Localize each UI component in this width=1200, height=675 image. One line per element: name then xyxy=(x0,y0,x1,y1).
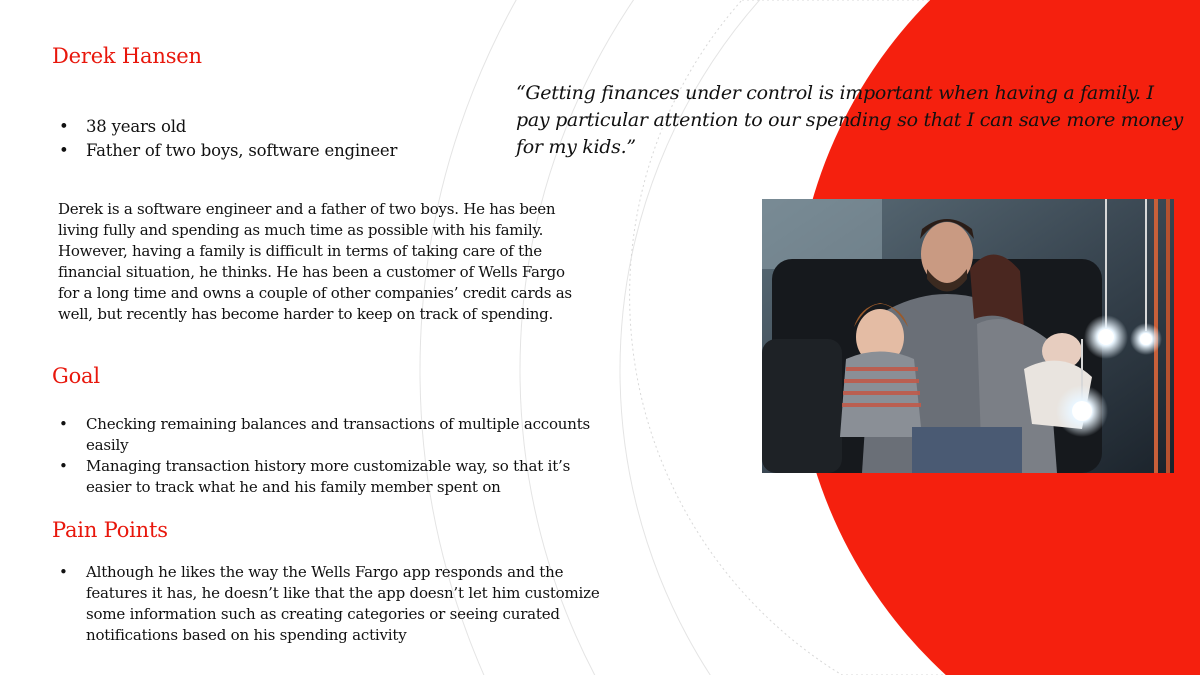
bullet-icon: • xyxy=(59,563,68,581)
bullet-icon: • xyxy=(59,117,69,136)
goal-list xyxy=(56,414,616,498)
pain-point-item-text: Although he likes the way the Wells Fargo app responds and the features it has, he doesn’t like that the app doesn’t let him customize some information such as creating categories or seeing curated notifications based on his spending activity xyxy=(86,563,600,644)
persona-facts-list xyxy=(56,115,476,163)
persona-name: Derek Hansen xyxy=(52,44,202,68)
list-item xyxy=(56,115,476,139)
persona-bio: Derek is a software engineer and a father of two boys. He has been living fully and spending as much time as possible with his family. However, having a family is difficult in terms of taking care of the financial situation, he thinks. He has been a customer of Wells Fargo for a long time and owns a couple of other companies’ credit cards as well, but recently has become harder to keep on track of spending. xyxy=(58,200,572,323)
list-item xyxy=(56,139,476,163)
family-photo xyxy=(762,199,1174,473)
persona-quote: “Getting finances under control is important when having a family. I pay particular attention to our spending so that I can save more money for my kids.” xyxy=(516,82,1183,158)
bullet-icon: • xyxy=(59,457,68,475)
goal-item-text: Checking remaining balances and transactions of multiple accounts easily xyxy=(86,415,591,454)
pain-points-list xyxy=(56,562,626,646)
bullet-icon: • xyxy=(59,141,69,160)
goal-item-text: Managing transaction history more customizable way, so that it’s easier to track what he and his family member spent on xyxy=(86,457,571,496)
pain-points-heading: Pain Points xyxy=(52,518,168,542)
list-item xyxy=(56,562,626,646)
list-item xyxy=(56,456,616,498)
goal-heading: Goal xyxy=(52,364,100,388)
fact-age: 38 years old xyxy=(86,117,187,136)
fact-role: Father of two boys, software engineer xyxy=(86,141,398,160)
bullet-icon: • xyxy=(59,415,68,433)
list-item xyxy=(56,414,616,456)
